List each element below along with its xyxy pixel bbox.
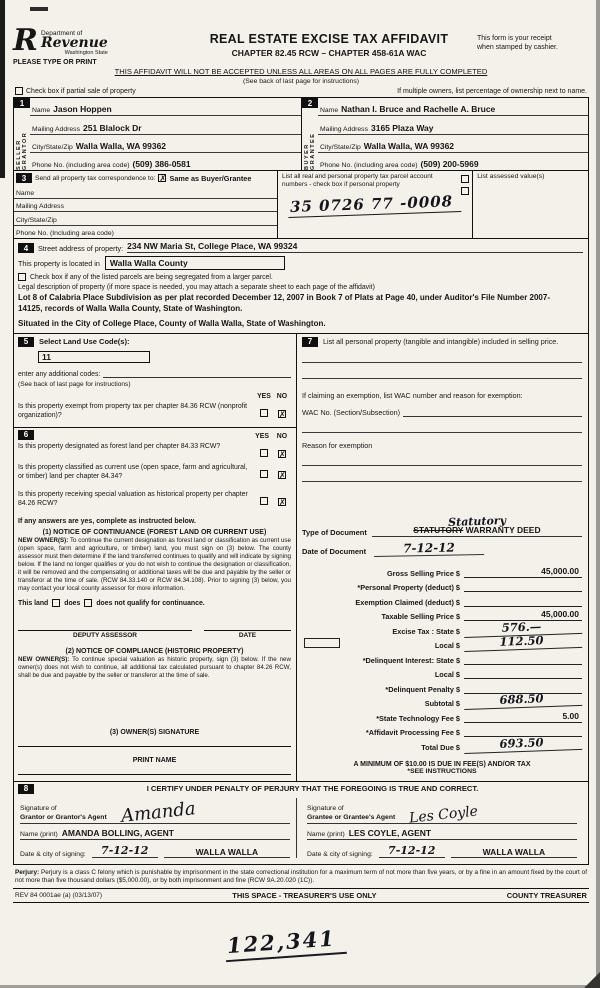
same-as-buyer-label: Same as Buyer/Grantee <box>169 173 252 183</box>
deputy-assessor-label: DEPUTY ASSESSOR <box>73 632 137 640</box>
receipt-note-line2: when stamped by cashier. <box>477 44 558 52</box>
excise-tax-state-row: Excise Tax : State $ 576.— <box>302 621 582 636</box>
grantee-print-name-value: LES COYLE, AGENT <box>348 827 432 838</box>
subtotal-row: Subtotal $ 688.50 <box>302 694 582 709</box>
section-1-badge: 1 <box>14 98 30 108</box>
buyer-citystatezip-row <box>318 135 588 153</box>
excise-tax-state-value: 576.— <box>464 618 582 638</box>
exempt-no-checkbox: ✗ <box>278 409 286 419</box>
grantee-signature-block <box>296 798 583 858</box>
same-as-buyer-checkbox: ✗ <box>159 174 167 183</box>
delinquent-interest-state-row: *Delinquent Interest: State $ <box>302 650 582 665</box>
date-of-document-value: 7-12-12 <box>374 540 484 557</box>
scan-corner-artifact <box>584 972 600 988</box>
treasurer-stamp-number: 122,341 <box>224 925 347 962</box>
this-land-label: This land <box>18 599 49 607</box>
forest-land-question-text: Is this property designated as forest land per chapter 84.33 RCW? <box>18 442 221 450</box>
exemption-claimed-row: Exemption Claimed (deduct) $ <box>302 592 582 607</box>
section-4-property <box>13 239 589 334</box>
buyer-phone-label: Phone No. (including area code) <box>320 162 418 169</box>
section-8-badge: 8 <box>18 784 34 794</box>
wac-number-blank <box>403 408 582 417</box>
new-owners-lead: NEW OWNER(S): <box>18 536 69 544</box>
current-use-question-text: Is this property classified as current use (open space, farm and agricultural, or timber) land per chapter 84.34? <box>18 463 248 480</box>
assessor-date-label: DATE <box>238 632 257 640</box>
tax-computation-table <box>302 563 582 752</box>
buyer-grantee-section <box>301 98 588 170</box>
certify-statement: I CERTIFY UNDER PENALTY OF PERJURY THAT THE FOREGOING IS TRUE AND CORRECT. <box>146 784 479 794</box>
historic-question-text: Is this property receiving special valuation as historical property per chapter 84.26 RCW? <box>18 490 248 507</box>
owners-signature-line <box>18 746 291 747</box>
form-title: REAL ESTATE EXCISE TAX AFFIDAVIT <box>209 32 449 46</box>
reason-for-exemption-label: Reason for exemption <box>301 440 373 450</box>
grantee-signing-date: 7-12-12 <box>379 844 445 858</box>
logo-revenue-text: Revenue <box>40 35 108 51</box>
section-5-badge: 5 <box>18 337 34 347</box>
state-technology-fee-row: *State Technology Fee $ 5.00 <box>302 708 582 723</box>
partial-sale-option <box>15 87 136 95</box>
correspondence-address-label: Mailing Address <box>16 203 64 210</box>
segregated-parcel-checkbox <box>18 273 26 281</box>
assessor-date-line <box>204 621 291 631</box>
personal-property-deduct-row: *Personal Property (deduct) $ <box>302 578 582 593</box>
see-instructions-note: *SEE INSTRUCTIONS <box>407 767 477 775</box>
grantor-date-city-label: Date & city of signing: <box>20 850 86 858</box>
correspondence-phone-row <box>14 226 277 239</box>
located-in-label: This property is located in <box>18 258 100 268</box>
current-use-no-checkbox: ✗ <box>278 470 286 480</box>
seller-phone-label: Phone No. (including area code) <box>32 162 130 169</box>
land-does-checkbox <box>52 599 60 607</box>
buyer-phone-row <box>318 153 588 170</box>
type-of-document-label: Type of Document <box>301 528 367 538</box>
taxable-selling-price-row: Taxable Selling Price $ 45,000.00 <box>302 607 582 622</box>
street-address-value: 234 NW Maria St, College Place, WA 99324 <box>127 241 583 253</box>
print-name-label: PRINT NAME <box>132 756 177 764</box>
personal-property-note: List all personal property (tangible and intangible) included in selling price. <box>322 336 559 346</box>
land-qualify-row <box>18 599 291 607</box>
legal-description-text: Lot 8 of Calabria Place Subdivision as per plat recorded December 12, 2007 in Book 7 of Plats at Page 40, under Auditor's File Number 2007-14125, records of Walla Walla County, State of Washington. <box>18 293 550 313</box>
land-use-label: Select Land Use Code(s): <box>39 337 130 347</box>
grantee-print-name-label: Name (print) <box>307 830 345 838</box>
section-7-badge: 7 <box>302 337 318 347</box>
seller-address-value: 251 Blalock Dr <box>82 122 142 133</box>
treasurer-stray-box <box>304 638 340 648</box>
seller-name-label: Name <box>32 107 51 115</box>
exempt-question-row <box>18 403 291 421</box>
grantor-print-name-value: AMANDA BOLLING, AGENT <box>61 827 175 838</box>
print-name-line <box>18 774 291 775</box>
parcel-numbers-header: List all real and personal property tax parcel account numbers - check box if personal property <box>282 173 433 189</box>
taxable-selling-price-value: 45,000.00 <box>464 609 582 621</box>
assessed-values-header: List assessed value(s) <box>477 173 545 180</box>
type-rest-text: WARRANTY DEED <box>463 525 541 536</box>
section-5-land-use <box>14 334 296 428</box>
current-use-question-row <box>18 464 291 482</box>
gross-selling-price-row: Gross Selling Price $ 45,000.00 <box>302 563 582 578</box>
grantor-signature-label: Signature of Grantor or Grantor's Agent <box>20 804 107 821</box>
buyer-name-value: Nathan I. Bruce and Rachelle A. Bruce <box>341 104 496 115</box>
legal-description-label: Legal description of property (if more space is needed, you may attach a separate sheet to each page of the affidavit) <box>18 284 375 291</box>
current-use-yes-checkbox <box>260 470 268 478</box>
correspondence-phone-label: Phone No. (Including area code) <box>16 230 114 237</box>
forest-no-checkbox: ✗ <box>278 449 286 459</box>
exemption-note: If claiming an exemption, list WAC number and reason for exemption: <box>301 390 523 400</box>
affidavit-processing-fee-row: *Affidavit Processing Fee $ <box>302 723 582 738</box>
seller-address-label: Mailing Address <box>32 125 80 133</box>
type-of-document-handwritten: Statutory <box>447 514 507 530</box>
seller-name-row <box>30 98 301 116</box>
acceptance-warning: THIS AFFIDAVIT WILL NOT BE ACCEPTED UNLESS ALL AREAS ON ALL PAGES ARE FULLY COMPLETED <box>114 67 488 76</box>
dor-logo <box>13 23 181 58</box>
additional-codes-blank <box>103 369 291 378</box>
correspondence-address-row <box>14 199 277 213</box>
deputy-assessor-signature-line <box>18 621 192 631</box>
correspondence-name-label: Name <box>16 189 35 197</box>
land-use-code-value: 11 <box>38 351 150 363</box>
grantor-signature-handwritten: Amanda <box>119 797 197 827</box>
revenue-logo-icon: R <box>13 23 38 58</box>
reeta-form <box>13 23 589 959</box>
seller-phone-value: (509) 386-0581 <box>132 159 191 169</box>
grantor-print-name-label: Name (print) <box>20 830 58 838</box>
excise-tax-local-value: 112.50 <box>464 632 582 652</box>
correspondence-citystatezip-label: City/State/Zip <box>16 216 57 224</box>
notice-continuance-text: NEW OWNER(S): To continue the current designation as forest land or classification as current use (open space, farm and agriculture, or timber) land, you must sign on (3) below. The county assessor must then determine if the land transferred continues to qualify and will indicate by signing below. If the land no longer qualifies or you do not wish to continue the designation or classification, it will be removed and the compensating or additional taxes will be due and payable by the seller or transferor at the time of sale. (RCW 84.33.140 or RCW 84.34.108). Prior to signing (3) below, you may contact your local county assessor for more information. <box>18 536 291 592</box>
personal-property-blank-line <box>302 365 582 379</box>
personal-property-blank-line <box>302 349 582 363</box>
seller-grantor-section <box>14 98 301 170</box>
historic-question-row <box>18 491 291 509</box>
delinquent-interest-local-row: Local $ <box>302 665 582 680</box>
scan-edge-artifact <box>0 0 5 178</box>
form-header <box>13 23 589 66</box>
type-struck-text: STATUTORY <box>413 525 464 536</box>
total-due-row: Total Due $ 693.50 <box>302 737 582 752</box>
perjury-note: Perjury: Perjury is a class C felony which is punishable by imprisonment in the state correctional institution for a maximum term of not more than five years, or by a fine in an amount fixed by the court of not more than five thousand dollars ($5,000.00), or by both imprisonment and fine (RCW 9A.20.020 (1C)). <box>15 868 587 884</box>
grantee-date-city-label: Date & city of signing: <box>307 850 373 858</box>
seller-citystatezip-row <box>30 135 301 153</box>
buyer-address-value: 3165 Plaza Way <box>370 122 434 133</box>
grantee-signing-city: WALLA WALLA <box>451 847 577 858</box>
section-5-see-back-note: (See back of last page for instructions) <box>18 380 131 388</box>
wac-blank-line <box>302 419 582 433</box>
notice-continuance-title: (1) NOTICE OF CONTINUANCE (FOREST LAND OR CURRENT USE) <box>42 528 267 536</box>
middle-columns <box>13 334 589 782</box>
grantee-signature-handwritten: Les Coyle <box>408 803 479 827</box>
footer-row <box>13 888 589 903</box>
see-back-note: (See back of last page for instructions) <box>243 78 359 85</box>
segregated-parcel-label: Check box if any of the listed parcels are being segregated from a larger parcel. <box>30 273 273 281</box>
section-5-yes-no-header: YES NO <box>257 392 288 400</box>
new-owners-lead-2: NEW OWNER(S): <box>18 656 70 664</box>
correspondence-citystatezip-row <box>14 212 277 226</box>
gross-selling-price-value: 45,000.00 <box>464 566 582 578</box>
historic-yes-checkbox <box>260 497 268 505</box>
scan-mark-artifact <box>30 7 48 11</box>
date-of-document-label: Date of Document <box>301 547 367 557</box>
excise-tax-local-row: Local $ 112.50 <box>302 636 582 651</box>
seller-name-value: Jason Hoppen <box>53 104 112 115</box>
scan-edge-artifact <box>596 0 600 988</box>
historic-no-checkbox: ✗ <box>278 497 286 507</box>
receipt-note <box>477 28 589 52</box>
section-6-yes-no-header: YES NO <box>255 432 288 440</box>
delinquent-penalty-row: *Delinquent Penalty $ <box>302 679 582 694</box>
form-chapter: CHAPTER 82.45 RCW – CHAPTER 458-61A WAC <box>231 48 427 58</box>
seller-address-row <box>30 116 301 134</box>
grantor-signing-date: 7-12-12 <box>92 844 158 858</box>
does-not-label: does not qualify for continuance. <box>96 599 205 607</box>
buyer-address-row <box>318 116 588 134</box>
situated-text: Situated in the City of College Place, County of Walla Walla, State of Washington. <box>18 318 326 328</box>
exempt-question-text: Is this property exempt from property tax per chapter 84.36 RCW (nonprofit organization)? <box>18 402 248 419</box>
section-3-badge: 3 <box>16 173 32 183</box>
section-6-classification <box>14 428 296 781</box>
buyer-name-row <box>318 98 588 116</box>
section-3-correspondence <box>13 171 589 239</box>
type-of-document-value <box>372 515 582 537</box>
seller-side-label: SELLER GRANTOR <box>16 131 28 170</box>
minimum-due-note: A MINIMUM OF $10.00 IS DUE IN FEE(S) AND/OR TAX <box>353 760 531 768</box>
rev-form-number: REV 84 0001ae (a) (03/13/07) <box>15 892 103 900</box>
partial-sale-checkbox <box>15 87 23 95</box>
reason-blank-line <box>302 452 582 466</box>
receipt-note-line1: This form is your receipt <box>477 35 552 42</box>
section-7-tax-computation <box>297 334 588 781</box>
parcel-number-handwritten: 35 0726 77 -0008 <box>288 192 462 218</box>
personal-property-checkbox-1 <box>461 175 469 183</box>
treasurer-space-label: THIS SPACE - TREASURER'S USE ONLY <box>232 891 377 901</box>
buyer-citystatezip-label: City/State/Zip <box>320 143 361 151</box>
personal-property-checkbox-2 <box>461 187 469 195</box>
buyer-phone-value: (509) 200-5969 <box>420 159 479 169</box>
parties-section <box>13 97 589 171</box>
buyer-citystatezip-value: Walla Walla, WA 99362 <box>363 140 455 151</box>
logo-state-text: Washington State <box>64 50 108 56</box>
grantee-signature-label: Signature of Grantee or Grantee's Agent <box>307 804 396 821</box>
owners-signature-label: (3) OWNER(S) SIGNATURE <box>109 728 200 736</box>
state-technology-fee-value: 5.00 <box>464 711 582 723</box>
logo-dept-text: Department of <box>40 30 83 37</box>
buyer-side-label: BUYER GRANTEE <box>304 132 316 170</box>
deputy-assessor-row <box>18 621 291 639</box>
notice-compliance-text: NEW OWNER(S): To continue special valuation as historic property, sign (3) below. If the new owner(s) does not wish to continue, all additional tax calculated pursuant to chapter 84.26 RCW, shall be due and payable by the seller or transferor at the time of sale. <box>18 656 291 680</box>
reason-blank-line <box>302 468 582 482</box>
grantor-signing-city: WALLA WALLA <box>164 847 290 858</box>
county-treasurer-label: COUNTY TREASURER <box>506 891 587 901</box>
grantor-signature-block <box>18 798 296 858</box>
buyer-address-label: Mailing Address <box>320 125 368 133</box>
forest-yes-checkbox <box>260 449 268 457</box>
additional-codes-label: enter any additional codes: <box>18 370 101 378</box>
forest-land-question-row <box>18 443 291 461</box>
perjury-lead: Perjury: <box>15 868 40 876</box>
buyer-name-label: Name <box>320 107 339 115</box>
county-value: Walla Walla County <box>105 256 285 270</box>
correspondence-name-row <box>14 185 277 199</box>
section-4-badge: 4 <box>18 243 34 253</box>
multiple-owners-note: If multiple owners, list percentage of ownership next to name. <box>397 88 587 95</box>
exempt-yes-checkbox <box>260 409 268 417</box>
notice-compliance-title: (2) NOTICE OF COMPLIANCE (HISTORIC PROPERTY) <box>65 648 244 656</box>
seller-citystatezip-value: Walla Walla, WA 99362 <box>75 140 167 151</box>
does-label: does <box>64 599 81 607</box>
land-does-not-checkbox <box>84 599 92 607</box>
total-due-value: 693.50 <box>464 734 582 754</box>
if-yes-note: If any answers are yes, complete as instructed below. <box>18 517 196 525</box>
section-2-badge: 2 <box>302 98 318 108</box>
please-type-print-label: PLEASE TYPE OR PRINT <box>13 59 97 66</box>
seller-citystatezip-label: City/State/Zip <box>32 143 73 151</box>
subtotal-value: 688.50 <box>464 690 582 710</box>
seller-phone-row <box>30 153 301 170</box>
section-6-badge: 6 <box>18 430 34 440</box>
partial-sale-label: Check box if partial sale of property <box>26 87 136 95</box>
send-correspondence-label: Send all property tax correspondence to: <box>35 174 156 182</box>
section-8-signatures <box>13 782 589 865</box>
wac-number-label: WAC No. (Section/Subsection) <box>301 407 400 417</box>
street-address-label: Street address of property: <box>38 244 124 253</box>
